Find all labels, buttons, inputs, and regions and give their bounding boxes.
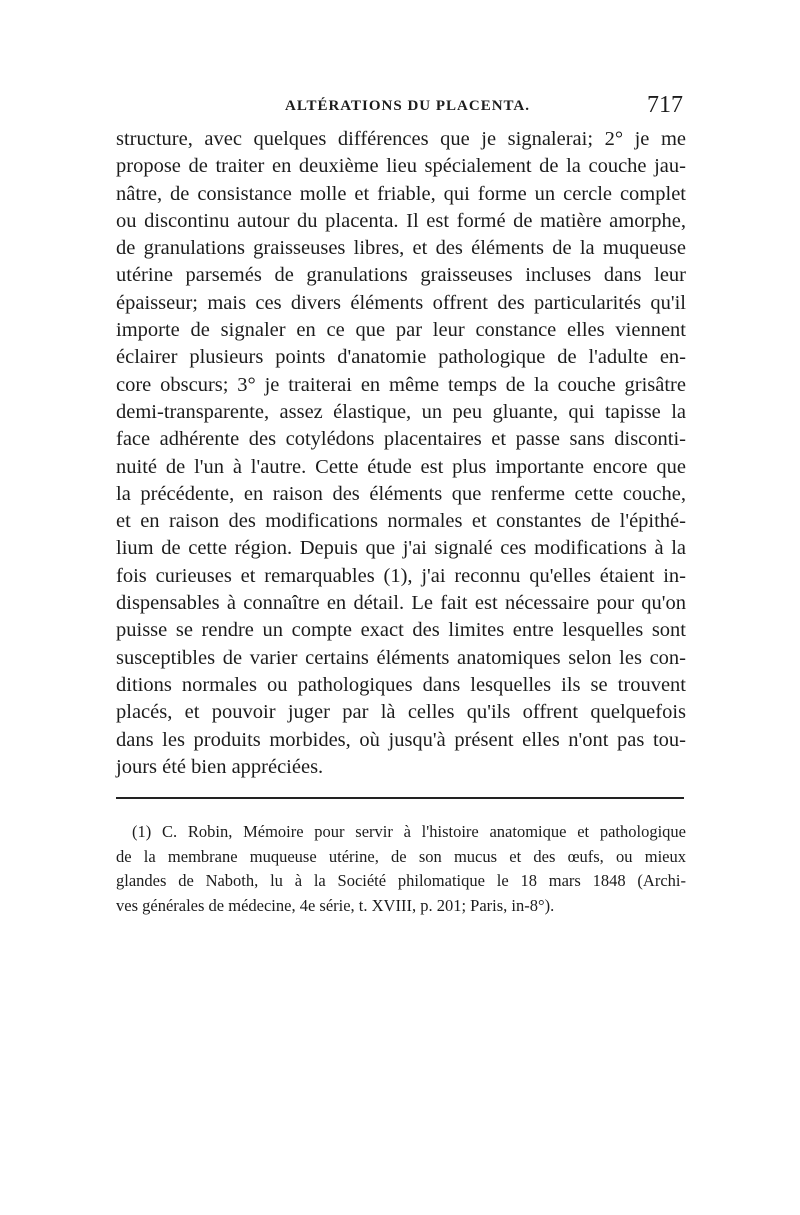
text-line: et en raison des modifications normales et constantes de l'épithé-	[116, 510, 686, 533]
text-line: nuité de l'un à l'autre. Cette étude est plus importante encore que	[116, 455, 686, 478]
footnote-line: (1) C. Robin, Mémoire pour servir à l'histoire anatomique et pathologique	[132, 822, 686, 841]
body-paragraph	[116, 126, 686, 781]
text-line: ou discontinu autour du placenta. Il est formé de matière amorphe,	[116, 209, 686, 232]
text-line: dans les produits morbides, où jusqu'à présent elles n'ont pas tou-	[116, 728, 686, 751]
text-line: structure, avec quelques différences que je signalerai; 2° je me	[116, 128, 686, 150]
footnote-line: de la membrane muqueuse utérine, de son mucus et des œufs, ou mieux	[116, 846, 686, 866]
text-line: éclairer plusieurs points d'anatomie pathologique de l'adulte en-	[116, 346, 686, 369]
text-line: puisse se rendre un compte exact des limites entre lesquelles sont	[116, 619, 686, 642]
footnote	[116, 820, 686, 918]
footnote-divider	[116, 797, 684, 799]
text-line: importe de signaler en ce que par leur constance elles viennent	[116, 319, 686, 342]
text-line: demi-transparente, assez élastique, un peu gluante, qui tapisse la	[116, 400, 686, 423]
text-line: nâtre, de consistance molle et friable, qui forme un cercle complet	[116, 182, 686, 205]
text-line: susceptibles de varier certains éléments anatomiques selon les con-	[116, 646, 686, 669]
text-line: de granulations graisseuses libres, et des éléments de la muqueuse	[116, 237, 686, 260]
text-line: utérine parsemés de granulations graisseuses incluses dans leur	[116, 264, 686, 287]
text-line: face adhérente des cotylédons placentaires et passe sans disconti-	[116, 428, 686, 451]
running-head	[115, 92, 685, 122]
footnote-line: glandes de Naboth, lu à la Société philomatique le 18 mars 1848 (Archi-	[116, 871, 686, 890]
text-line: propose de traiter en deuxième lieu spécialement de la couche jau-	[116, 155, 686, 178]
text-line: core obscurs; 3° je traiterai en même temps de la couche grisâtre	[116, 373, 686, 396]
text-line: placés, et pouvoir juger par là celles qu'ils offrent quelquefois	[116, 701, 686, 724]
text-line: jours été bien appréciées.	[116, 755, 324, 778]
text-line: épaisseur; mais ces divers éléments offrent des particularités qu'il	[116, 291, 686, 314]
text-line: fois curieuses et remarquables (1), j'ai reconnu qu'elles étaient in-	[116, 564, 686, 587]
text-line: ditions normales ou pathologiques dans lesquelles ils se trouvent	[116, 673, 686, 696]
text-line: dispensables à connaître en détail. Le fait est nécessaire pour qu'on	[116, 592, 686, 615]
text-line: lium de cette région. Depuis que j'ai signalé ces modifications à la	[116, 537, 686, 560]
footnote-line: ves générales de médecine, 4e série, t. XVIII, p. 201; Paris, in-8°).	[116, 895, 555, 915]
page-number: 717	[647, 92, 683, 118]
running-title: ALTÉRATIONS DU PLACENTA.	[285, 98, 531, 114]
text-line: la précédente, en raison des éléments que renferme cette couche,	[116, 482, 686, 505]
